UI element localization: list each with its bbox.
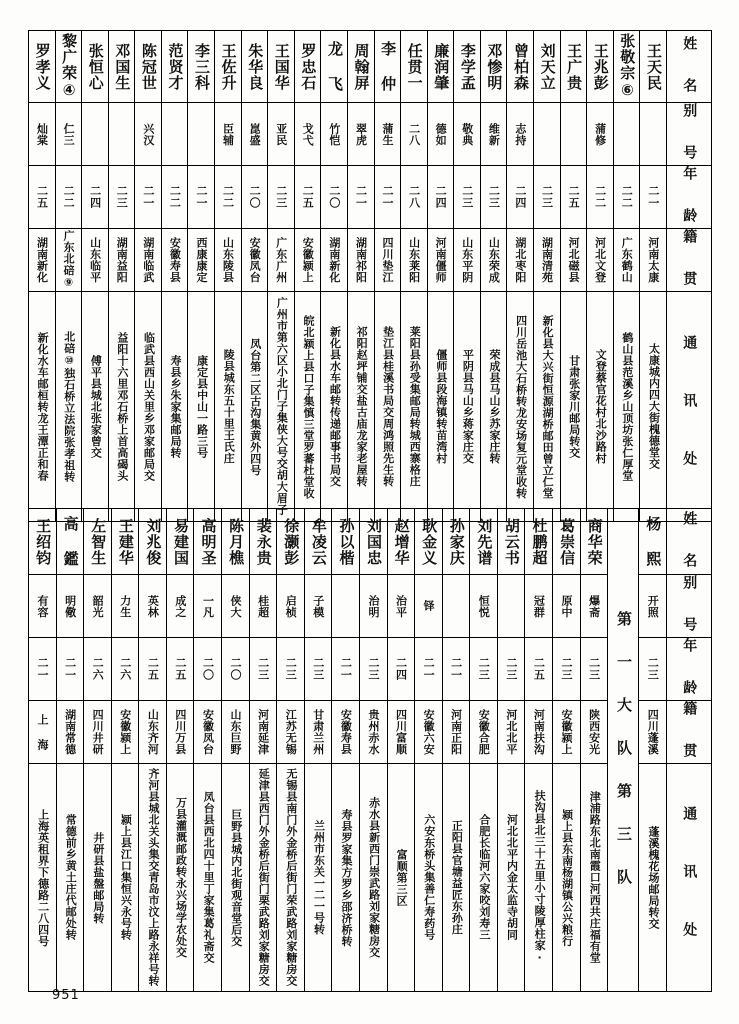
- cell-name: 左智生: [84, 509, 112, 575]
- cell-age: 二二: [161, 166, 188, 229]
- cell-address: 合肥长临河六家咬刘寿三: [470, 764, 498, 992]
- cell-alias: 桂超: [249, 575, 277, 638]
- cell-age: 二六: [111, 638, 139, 701]
- cell-origin: 山东齐河: [139, 701, 167, 764]
- cell-name: 范贤才: [161, 31, 188, 103]
- cell-origin: 山东平阴: [454, 229, 481, 292]
- cell-origin: 山东临平: [82, 229, 109, 292]
- roster-table-upper: [28, 30, 712, 522]
- cell-age: 二五: [166, 638, 194, 701]
- table-row-alias: [29, 103, 712, 166]
- cell-age: 二一: [374, 166, 401, 229]
- cell-name: 孙家庆: [442, 509, 470, 575]
- cell-age: 二六: [84, 638, 112, 701]
- cell-origin: 河北北平: [497, 701, 525, 764]
- cell-alias: [640, 103, 667, 166]
- cell-alias: 韶光: [84, 575, 112, 638]
- cell-address: 新化县水车邮转传递邮事书局交: [321, 292, 348, 522]
- cell-name: 刘国忠: [359, 509, 387, 575]
- cell-age: 二一: [347, 166, 374, 229]
- cell-age: 二一: [135, 166, 162, 229]
- cell-origin: 安徽颍上: [552, 701, 580, 764]
- cell-name: 王建华: [111, 509, 139, 575]
- cell-address: 新化县大兴街恒源湖桥邮田曾立仁堂: [533, 292, 560, 522]
- cell-origin: 广东广州: [268, 229, 295, 292]
- cell-name: 罗孝义: [29, 31, 56, 103]
- cell-age: 二一: [442, 638, 470, 701]
- row-header-name: 姓 名: [667, 509, 712, 575]
- cell-address: 荣成县马山乡苏家庄转: [480, 292, 507, 522]
- cell-age: 二一: [640, 166, 667, 229]
- cell-age: 二三: [359, 638, 387, 701]
- cell-address: 寿县罗家集方罗乡邵济桥转: [332, 764, 360, 992]
- cell-name: 刘兆俊: [139, 509, 167, 575]
- cell-name: 周翰屏: [347, 31, 374, 103]
- cell-alias: 臣辅: [215, 103, 242, 166]
- cell-alias: 治明: [359, 575, 387, 638]
- cell-origin: 安徽寿县: [161, 229, 188, 292]
- row-header-alias: 别 号: [667, 575, 712, 638]
- cell-name: 赵增华: [387, 509, 415, 575]
- cell-alias: 蒲修: [587, 103, 614, 166]
- cell-age: 二八: [401, 166, 428, 229]
- cell-alias: 冠群: [525, 575, 553, 638]
- cell-origin: 湖南新化: [29, 229, 56, 292]
- cell-origin: 湖南祁阳: [347, 229, 374, 292]
- cell-alias: 翠虎: [347, 103, 374, 166]
- cell-alias: 维新: [480, 103, 507, 166]
- cell-origin: 河南正阳: [442, 701, 470, 764]
- cell-origin: 广东北碚⑨: [55, 229, 82, 292]
- cell-name: 牟凌云: [304, 509, 332, 575]
- cell-name: 徐灏彭: [277, 509, 305, 575]
- cell-alias: 侠大: [222, 575, 250, 638]
- cell-address: 颍上县东南杨湖镇公兴粮行: [552, 764, 580, 992]
- cell-alias: 二八: [401, 103, 428, 166]
- row-header-name: 姓 名: [667, 31, 712, 103]
- cell-alias: 仁三: [55, 103, 82, 166]
- cell-alias: 亚民: [268, 103, 295, 166]
- cell-origin: 上 海: [29, 701, 57, 764]
- cell-alias: [497, 575, 525, 638]
- cell-alias: [442, 575, 470, 638]
- cell-origin: 江苏无锡: [277, 701, 305, 764]
- cell-age: 二五: [139, 638, 167, 701]
- cell-name: 邓国生: [108, 31, 135, 103]
- cell-address: 延津县西门外金桥后街门栗武路刘家糖房交: [249, 764, 277, 992]
- cell-age: 二〇: [241, 166, 268, 229]
- cell-name: 王广贵: [560, 31, 587, 103]
- cell-age: 二五: [29, 166, 56, 229]
- cell-origin: 甘肃兰州: [304, 701, 332, 764]
- cell-alias: 崑盛: [241, 103, 268, 166]
- cell-name: 杨 熙: [639, 509, 667, 575]
- cell-origin: 广东鹤山: [613, 229, 640, 292]
- cell-name: 王天民: [640, 31, 667, 103]
- cell-age: 二四: [82, 166, 109, 229]
- cell-name: 裴永贵: [249, 509, 277, 575]
- cell-address: 兰州市东关一二一号转: [304, 764, 332, 992]
- cell-alias: 原中: [552, 575, 580, 638]
- cell-age: 二三: [533, 166, 560, 229]
- cell-address: 益阳十六里邓石桥上首高碣头: [108, 292, 135, 522]
- cell-origin: 陕西安光: [580, 701, 608, 764]
- cell-name: 罗忠石: [294, 31, 321, 103]
- cell-age: 二三: [480, 166, 507, 229]
- row-header-address: 通 讯 处: [667, 764, 712, 992]
- cell-address: 颍上县江口集恒兴永号转: [111, 764, 139, 992]
- cell-address: 六安东桥头集善仁寿药号: [415, 764, 443, 992]
- cell-age: 二二: [215, 166, 242, 229]
- row-header-age: 年 龄: [667, 166, 712, 229]
- cell-name: 曾柏森: [507, 31, 534, 103]
- table-row-origin: [29, 229, 712, 292]
- cell-origin: 河北磁县: [560, 229, 587, 292]
- cell-origin: 西康康定: [188, 229, 215, 292]
- table-row-address: [29, 292, 712, 522]
- cell-alias: [613, 103, 640, 166]
- cell-age: 二〇: [222, 638, 250, 701]
- cell-name: 廉润肇: [427, 31, 454, 103]
- cell-name: 邓惨明: [480, 31, 507, 103]
- cell-origin: 山东荣成: [480, 229, 507, 292]
- cell-origin: 湖北枣阳: [507, 229, 534, 292]
- cell-address: 莱阳县孙受集邮局转城西寨格庄: [401, 292, 428, 522]
- cell-age: 二五: [560, 166, 587, 229]
- cell-alias: [332, 575, 360, 638]
- cell-address: 平阴县马山乡蒋家庄交: [454, 292, 481, 522]
- cell-address: 陵县城东五十里王氏庄: [215, 292, 242, 522]
- cell-name: 王佐升: [215, 31, 242, 103]
- cell-name: 孙以楷: [332, 509, 360, 575]
- cell-origin: 四川井研: [84, 701, 112, 764]
- cell-alias: 英林: [139, 575, 167, 638]
- cell-age: 二一: [415, 638, 443, 701]
- cell-origin: 安徽凤台: [241, 229, 268, 292]
- cell-address: 僵师县段海镇转苗湾村: [427, 292, 454, 522]
- cell-address: 井研县盐盤邮局转: [84, 764, 112, 992]
- cell-name: 李三科: [188, 31, 215, 103]
- cell-address: 文登蔡官花村北沙路村: [587, 292, 614, 522]
- cell-alias: 志持: [507, 103, 534, 166]
- cell-address: 扶沟县北三十五里小寸陵厚柱家·: [525, 764, 553, 992]
- cell-age: 二二: [613, 166, 640, 229]
- cell-alias: 蒲生: [374, 103, 401, 166]
- cell-alias: 兴汉: [135, 103, 162, 166]
- cell-origin: 四川富顺: [387, 701, 415, 764]
- cell-address: 垫江县桂溪书局交周鸿照先生转: [374, 292, 401, 522]
- cell-age: 二三: [277, 638, 305, 701]
- cell-address: 凤台县西北四十里丁家集葛礼斋交: [194, 764, 222, 992]
- cell-origin: 河北文登: [587, 229, 614, 292]
- cell-name: 张恒心: [82, 31, 109, 103]
- cell-origin: 湖南常德: [56, 701, 84, 764]
- cell-age: 二三: [304, 638, 332, 701]
- cell-age: 二三: [552, 638, 580, 701]
- cell-name: 陈冠世: [135, 31, 162, 103]
- cell-address: 太康城内四大街槐德堂交: [640, 292, 667, 522]
- cell-alias: 一凡: [194, 575, 222, 638]
- cell-alias: [560, 103, 587, 166]
- cell-alias: 灿棠: [29, 103, 56, 166]
- cell-alias: 敬典: [454, 103, 481, 166]
- cell-address: 新化水车邮桓转龙王潭正和春: [29, 292, 56, 522]
- cell-name: 龙 飞: [321, 31, 348, 103]
- cell-address: 万县灌溉邮政转永兴场学农处交: [166, 764, 194, 992]
- cell-alias: 子模: [304, 575, 332, 638]
- cell-origin: 安徽合肥: [470, 701, 498, 764]
- cell-alias: 治平: [387, 575, 415, 638]
- cell-name: 黎广荣④: [55, 31, 82, 103]
- cell-alias: 开照: [639, 575, 667, 638]
- cell-origin: 河南太康: [640, 229, 667, 292]
- cell-name: 王兆彭: [587, 31, 614, 103]
- cell-address: 上海英租界下德路二八四号: [29, 764, 57, 992]
- cell-address: 蓬溪槐花场邮局转交: [639, 764, 667, 992]
- row-header-origin: 籍 贯: [667, 701, 712, 764]
- cell-address: 津浦路东北南霞口河西共庄福有堂: [580, 764, 608, 992]
- cell-origin: 安徽六安: [415, 701, 443, 764]
- cell-address: 无锡县南门外金桥后街门荣武路刘家糖房交: [277, 764, 305, 992]
- cell-address: 广州市第六区小北门子集侠大号交胡大眉子: [268, 292, 295, 522]
- cell-name: 李 仲: [374, 31, 401, 103]
- row-header-address: 通 讯 处: [667, 292, 712, 522]
- cell-age: 二四: [387, 638, 415, 701]
- cell-address: 北碚⑩独石桥立法院张孝祖转: [55, 292, 82, 522]
- cell-alias: 恒悦: [470, 575, 498, 638]
- cell-name: 王国华: [268, 31, 295, 103]
- cell-name: 王绍钧: [29, 509, 57, 575]
- cell-alias: 戈弋: [294, 103, 321, 166]
- cell-name: 高 鑑: [56, 509, 84, 575]
- cell-name: 胡云书: [497, 509, 525, 575]
- cell-name: 刘先谱: [470, 509, 498, 575]
- cell-age: 二三: [580, 638, 608, 701]
- cell-alias: [533, 103, 560, 166]
- cell-age: 二四: [507, 166, 534, 229]
- cell-age: 二〇: [194, 638, 222, 701]
- cell-address: 康定县中山一路三号: [188, 292, 215, 522]
- cell-address: 齐河县城北关头集交青岛市汶上路永祥号转: [139, 764, 167, 992]
- cell-origin: 四川垫江: [374, 229, 401, 292]
- cell-alias: 启桢: [277, 575, 305, 638]
- table-row-name: [29, 31, 712, 103]
- table-row-name: [29, 509, 712, 575]
- cell-age: 二一: [29, 638, 57, 701]
- cell-address: 河北北平内金太监寺胡同: [497, 764, 525, 992]
- unit-label: 第 一 大 队 第 三 队: [608, 509, 639, 992]
- cell-name: 高明圣: [194, 509, 222, 575]
- cell-alias: 成之: [166, 575, 194, 638]
- cell-origin: 湖南益阳: [108, 229, 135, 292]
- cell-alias: 爆斋: [580, 575, 608, 638]
- cell-alias: [82, 103, 109, 166]
- cell-age: 二三: [497, 638, 525, 701]
- cell-address: 常德前乡黄土庄代邮处转: [56, 764, 84, 992]
- cell-address: 祁阳赵坪铺交盐古庙龙家老屋转: [347, 292, 374, 522]
- cell-name: 李学孟: [454, 31, 481, 103]
- cell-name: 易建国: [166, 509, 194, 575]
- cell-alias: 明儆: [56, 575, 84, 638]
- cell-address: 鹤山县范溪乡山顶坊张仁厚堂: [613, 292, 640, 522]
- cell-address: 傅平县城北张家曾交: [82, 292, 109, 522]
- cell-alias: 竹恺: [321, 103, 348, 166]
- table-row-age: [29, 166, 712, 229]
- cell-name: 朱华良: [241, 31, 268, 103]
- cell-address: 巨野县城内北街观音堂后交: [222, 764, 250, 992]
- cell-origin: 河南僵师: [427, 229, 454, 292]
- cell-address: 富顺第三区: [387, 764, 415, 992]
- cell-origin: 山东陵县: [215, 229, 242, 292]
- roster-table-lower: [28, 508, 712, 992]
- cell-origin: 湖南清苑: [533, 229, 560, 292]
- cell-name: 张敬宗⑥: [613, 31, 640, 103]
- cell-name: 耿金义: [415, 509, 443, 575]
- cell-origin: 四川蓬溪: [639, 701, 667, 764]
- row-header-alias: 别 号: [667, 103, 712, 166]
- cell-age: 二一: [332, 638, 360, 701]
- cell-alias: [188, 103, 215, 166]
- cell-origin: 湖南新化: [321, 229, 348, 292]
- cell-age: 二三: [249, 638, 277, 701]
- cell-age: 二四: [427, 166, 454, 229]
- row-header-age: 年 龄: [667, 638, 712, 701]
- cell-name: 葛崇信: [552, 509, 580, 575]
- cell-origin: 安徽寿县: [332, 701, 360, 764]
- cell-age: 二三: [470, 638, 498, 701]
- cell-alias: 铎: [415, 575, 443, 638]
- cell-address: 赤水县新西门崇武路刘家糖房交: [359, 764, 387, 992]
- cell-name: 任贯一: [401, 31, 428, 103]
- cell-origin: 安徽颍上: [294, 229, 321, 292]
- cell-origin: 河南延津: [249, 701, 277, 764]
- cell-origin: 河南扶沟: [525, 701, 553, 764]
- cell-alias: 有容: [29, 575, 57, 638]
- cell-alias: 德如: [427, 103, 454, 166]
- row-header-origin: 籍 贯: [667, 229, 712, 292]
- cell-age: 二〇: [321, 166, 348, 229]
- cell-name: 陈月樵: [222, 509, 250, 575]
- cell-alias: 力生: [111, 575, 139, 638]
- cell-age: 二三: [268, 166, 295, 229]
- cell-origin: 四川万县: [166, 701, 194, 764]
- cell-name: 刘天立: [533, 31, 560, 103]
- cell-alias: [108, 103, 135, 166]
- cell-age: 二三: [639, 638, 667, 701]
- cell-age: 二三: [454, 166, 481, 229]
- page-number: 951: [52, 988, 80, 1003]
- cell-age: 二一: [56, 638, 84, 701]
- cell-address: 临武县西山关里乡邓家邮局交: [135, 292, 162, 522]
- cell-origin: 山东莱阳: [401, 229, 428, 292]
- cell-age: 二二: [587, 166, 614, 229]
- cell-age: 二五: [294, 166, 321, 229]
- cell-alias: [161, 103, 188, 166]
- cell-name: 商华荣: [580, 509, 608, 575]
- cell-address: 正阳县官塘益匠东孙庄: [442, 764, 470, 992]
- cell-address: 甘肃张家川邮局转交: [560, 292, 587, 522]
- cell-address: 皖北颍上县口子集慎三堂罗蕃杜堂收: [294, 292, 321, 522]
- cell-origin: 安徽颍上: [111, 701, 139, 764]
- cell-name: 杜鹏超: [525, 509, 553, 575]
- cell-address: 凤台第二区古沟集黄外四号: [241, 292, 268, 522]
- cell-origin: 山东巨野: [222, 701, 250, 764]
- cell-origin: 贵州赤水: [359, 701, 387, 764]
- cell-address: 寿县乡朱家集邮局转: [161, 292, 188, 522]
- cell-age: 二三: [108, 166, 135, 229]
- cell-address: 四川岳池大石桥转龙安场复元堂收转: [507, 292, 534, 522]
- cell-age: 二五: [525, 638, 553, 701]
- cell-age: 二二: [55, 166, 82, 229]
- cell-age: 二一: [188, 166, 215, 229]
- cell-origin: 湖南临武: [135, 229, 162, 292]
- cell-origin: 安徽凤台: [194, 701, 222, 764]
